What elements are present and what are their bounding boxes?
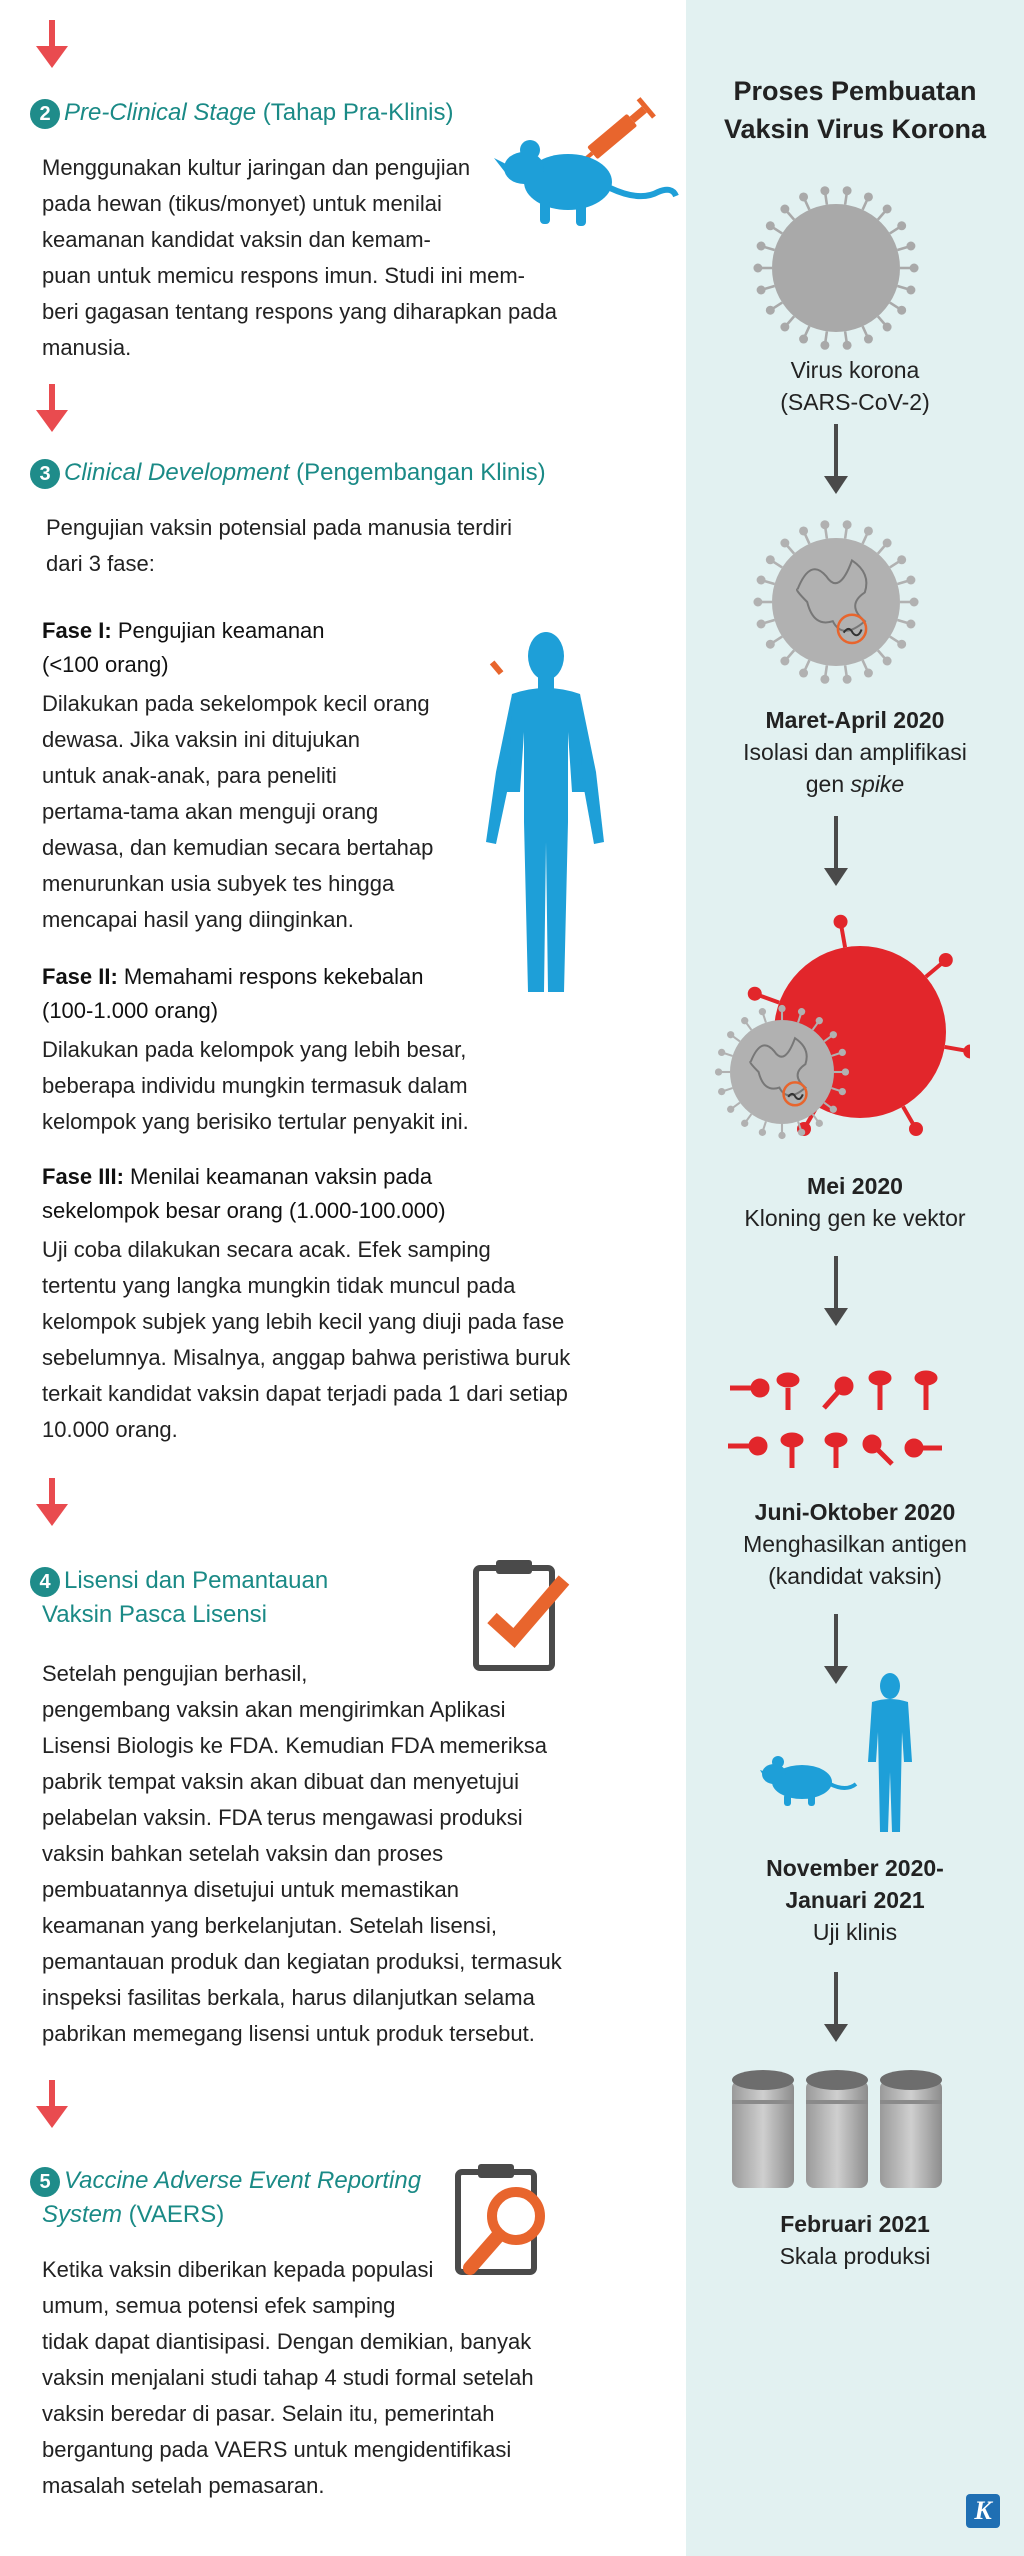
step-date: Januari 2021: [785, 1887, 925, 1913]
text-line: tertentu yang langka mungkin tidak muncul pada: [42, 1273, 516, 1298]
fase-1-title-line2: (<100 orang): [42, 652, 169, 677]
fase-2: [42, 960, 642, 1140]
text-line: kelompok yang berisiko tertular penyakit ini.: [42, 1109, 469, 1134]
step-number: 5: [30, 2167, 60, 2197]
step-date: Mei 2020: [807, 1173, 903, 1199]
text-line: vaksin beredar di pasar. Selain itu, pemerintah: [42, 2401, 495, 2426]
vector-virus-icon: [710, 912, 970, 1152]
step-1-label: Virus korona (SARS-CoV-2): [780, 357, 930, 415]
text-line: keamanan kandidat vaksin dan kemam-: [42, 227, 431, 252]
step-date: Juni-Oktober 2020: [754, 1499, 956, 1525]
text-line: vaksin bahkan setelah vaksin dan proses: [42, 1841, 444, 1866]
text-line: pertama-tama akan menguji orang: [42, 799, 379, 824]
fase-2-title-line2: (100-1.000 orang): [42, 998, 219, 1023]
section-2-text: [42, 150, 602, 366]
text-line: masalah setelah pemasaran.: [42, 2473, 325, 2498]
antigen-icon: [720, 1362, 960, 1472]
text-line: Lisensi Biologis ke FDA. Kemudian FDA memeriksa: [42, 1733, 547, 1758]
text-line: sebelumnya. Misalnya, anggap bahwa peristiwa buruk: [42, 1345, 571, 1370]
text-line: inspeksi fasilitas berkala, harus dilanjutkan selama: [42, 1985, 535, 2010]
text-line: pelabelan vaksin. FDA terus mengawasi produksi: [42, 1805, 523, 1830]
step-4-label: Juni-Oktober 2020 Menghasilkan antigen (kandidat vaksin): [686, 1496, 1024, 1592]
panel-title: Proses Pembuatan Vaksin Virus Korona: [723, 76, 987, 144]
virus-spike-gene-icon: [746, 512, 926, 692]
fase-3-title-line2: sekelompok besar orang (1.000-100.000): [42, 1198, 446, 1223]
down-arrow-icon: [824, 1256, 848, 1328]
down-arrow-icon: [824, 816, 848, 888]
text-line: dewasa. Jika vaksin ini ditujukan: [42, 727, 360, 752]
text-line: pemantauan produk dan kegiatan produksi, termasuk: [42, 1949, 562, 1974]
red-arrow-icon: [34, 1478, 70, 1530]
text-line: 10.000 orang.: [42, 1417, 178, 1442]
fase-3: [42, 1160, 662, 1448]
step-date: Maret-April 2020: [765, 707, 945, 733]
text-line: Dilakukan pada kelompok yang lebih besar,: [42, 1037, 467, 1062]
section-3-intro: [46, 510, 606, 582]
step-date: November 2020-: [766, 1855, 944, 1881]
text-line: bergantung pada VAERS untuk mengidentifikasi: [42, 2437, 512, 2462]
text-line: Dilakukan pada sekelompok kecil orang: [42, 691, 430, 716]
step-number: 4: [30, 1567, 60, 1597]
step-2-label: Maret-April 2020 Isolasi dan amplifikasi gen spike: [686, 704, 1024, 800]
red-arrow-icon: [34, 384, 70, 436]
red-arrow-icon: [34, 20, 70, 72]
down-arrow-icon: [824, 1972, 848, 2044]
section-4-heading: 4 Lisensi dan Pemantauan Vaksin Pasca Lisensi: [30, 1564, 328, 1632]
text-line: pengembang vaksin akan mengirimkan Aplikasi: [42, 1697, 506, 1722]
red-arrow-icon: [34, 2080, 70, 2132]
text-line: tidak dapat diantisipasi. Dengan demikian, banyak: [42, 2329, 532, 2354]
text-line: beri gagasan tentang respons yang diharapkan pada: [42, 299, 557, 324]
text-line: menurunkan usia subyek tes hingga: [42, 871, 395, 896]
trial-subjects-icon: [760, 1672, 920, 1836]
text-line: kelompok subjek yang lebih kecil yang diuji pada fase: [42, 1309, 565, 1334]
text-line: mencapai hasil yang diinginkan.: [42, 907, 354, 932]
text-line: pembuatannya disetujui untuk memastikan: [42, 1877, 460, 1902]
section-5-text: [42, 2252, 662, 2504]
section-5-heading: 5 Vaccine Adverse Event Reporting System (VAERS): [30, 2164, 421, 2232]
fase-1: [42, 614, 492, 938]
text-line: pabrikan memegang lisensi untuk produk tersebut.: [42, 2021, 535, 2046]
section-2-heading: 2 Pre-Clinical Stage (Tahap Pra-Klinis): [30, 96, 454, 130]
step-number: 2: [30, 99, 60, 129]
text-line: pabrik tempat vaksin akan dibuat dan menyetujui: [42, 1769, 519, 1794]
text-line: puan untuk memicu respons imun. Studi ini mem-: [42, 263, 525, 288]
text-line: Setelah pengujian berhasil,: [42, 1661, 308, 1686]
text-line: manusia.: [42, 335, 132, 360]
text-line: terkait kandidat vaksin dapat terjadi pada 1 dari setiap: [42, 1381, 568, 1406]
production-containers-icon: [728, 2064, 948, 2194]
section-4-text: [42, 1656, 662, 2052]
down-arrow-icon: [824, 424, 848, 496]
text-line: dewasa, dan kemudian secara bertahap: [42, 835, 434, 860]
text-line: Ketika vaksin diberikan kepada populasi: [42, 2257, 434, 2282]
section-3-heading: 3 Clinical Development (Pengembangan Klinis): [30, 456, 546, 490]
step-6-label: Februari 2021 Skala produksi: [686, 2208, 1024, 2272]
text-line: keamanan yang berkelanjutan. Setelah lisensi,: [42, 1913, 497, 1938]
text-line: Pengujian vaksin potensial pada manusia terdiri: [46, 515, 512, 540]
step-5-label: November 2020- Januari 2021 Uji klinis: [686, 1852, 1024, 1948]
fase-3-title: Fase III: Menilai keamanan vaksin pada: [42, 1164, 433, 1189]
text-line: Menggunakan kultur jaringan dan pengujian: [42, 155, 471, 180]
text-line: vaksin menjalani studi tahap 4 studi formal setelah: [42, 2365, 534, 2390]
step-number: 3: [30, 459, 60, 489]
fase-2-title: Fase II: Memahami respons kekebalan: [42, 964, 424, 989]
step-date: Februari 2021: [780, 2211, 930, 2237]
step-3-label: Mei 2020 Kloning gen ke vektor: [686, 1170, 1024, 1234]
text-line: untuk anak-anak, para peneliti: [42, 763, 337, 788]
fase-1-title: Fase I: Pengujian keamanan: [42, 618, 325, 643]
text-line: beberapa individu mungkin termasuk dalam: [42, 1073, 468, 1098]
text-line: Uji coba dilakukan secara acak. Efek samping: [42, 1237, 491, 1262]
text-line: umum, semua potensi efek samping: [42, 2293, 396, 2318]
text-line: pada hewan (tikus/monyet) untuk menilai: [42, 191, 442, 216]
kompas-logo: K: [966, 2494, 1000, 2528]
virus-icon: [746, 178, 926, 358]
text-line: dari 3 fase:: [46, 551, 155, 576]
